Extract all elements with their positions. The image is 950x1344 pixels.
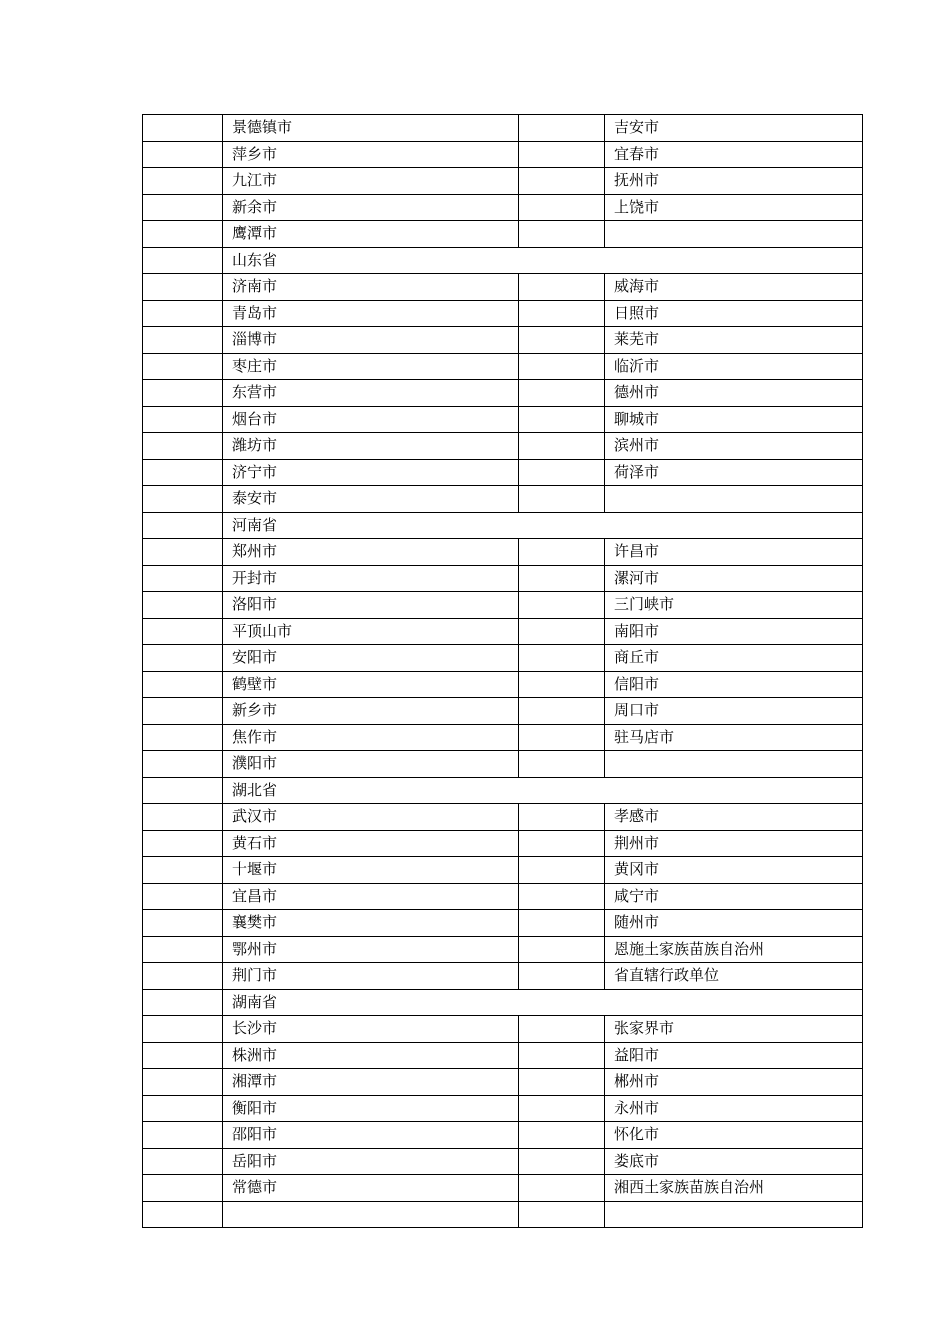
- left-city-cell: 邵阳市: [223, 1122, 519, 1149]
- city-table: [142, 114, 863, 1228]
- city-row: [143, 221, 863, 248]
- left-city-cell: 荆门市: [223, 963, 519, 990]
- city-row: [143, 194, 863, 221]
- row-index-cell: [143, 459, 223, 486]
- right-city-cell: 怀化市: [605, 1122, 863, 1149]
- row-index-cell: [143, 1069, 223, 1096]
- row-index-cell: [143, 565, 223, 592]
- left-city-cell: 襄樊市: [223, 910, 519, 937]
- row-index-cell: [143, 380, 223, 407]
- city-row: [143, 406, 863, 433]
- city-row: [143, 1042, 863, 1069]
- row-index-cell: [143, 353, 223, 380]
- middle-blank-cell: [519, 274, 605, 301]
- city-table-page: [142, 114, 862, 1228]
- middle-blank-cell: [519, 645, 605, 672]
- right-city-cell: 永州市: [605, 1095, 863, 1122]
- right-city-cell: 日照市: [605, 300, 863, 327]
- right-city-cell: 南阳市: [605, 618, 863, 645]
- row-index-cell: [143, 830, 223, 857]
- middle-blank-cell: [519, 618, 605, 645]
- row-index-cell: [143, 751, 223, 778]
- row-index-cell: [143, 804, 223, 831]
- left-city-cell: 岳阳市: [223, 1148, 519, 1175]
- province-row: [143, 777, 863, 804]
- city-row: [143, 1148, 863, 1175]
- middle-blank-cell: [519, 724, 605, 751]
- middle-blank-cell: [519, 406, 605, 433]
- middle-blank-cell: [519, 221, 605, 248]
- middle-blank-cell: [519, 380, 605, 407]
- right-city-cell: 漯河市: [605, 565, 863, 592]
- left-city-cell: 淄博市: [223, 327, 519, 354]
- right-city-cell: 商丘市: [605, 645, 863, 672]
- middle-blank-cell: [519, 910, 605, 937]
- left-city-cell: 新余市: [223, 194, 519, 221]
- city-row: [143, 353, 863, 380]
- right-city-cell: 滨州市: [605, 433, 863, 460]
- city-row: [143, 963, 863, 990]
- middle-blank-cell: [519, 565, 605, 592]
- middle-blank-cell: [519, 353, 605, 380]
- right-city-cell: 益阳市: [605, 1042, 863, 1069]
- province-row: [143, 512, 863, 539]
- left-city-cell: 青岛市: [223, 300, 519, 327]
- middle-blank-cell: [519, 539, 605, 566]
- middle-blank-cell: [519, 592, 605, 619]
- left-city-cell: 新乡市: [223, 698, 519, 725]
- row-index-cell: [143, 777, 223, 804]
- right-city-cell: 上饶市: [605, 194, 863, 221]
- row-index-cell: [143, 1016, 223, 1043]
- middle-blank-cell: [519, 671, 605, 698]
- right-city-cell: 荆州市: [605, 830, 863, 857]
- city-row: [143, 1122, 863, 1149]
- left-city-cell: 鹰潭市: [223, 221, 519, 248]
- row-index-cell: [143, 857, 223, 884]
- middle-blank-cell: [519, 857, 605, 884]
- left-city-cell: 平顶山市: [223, 618, 519, 645]
- row-index-cell: [143, 1201, 223, 1228]
- row-index-cell: [143, 910, 223, 937]
- right-city-cell: [605, 751, 863, 778]
- left-city-cell: 九江市: [223, 168, 519, 195]
- row-index-cell: [143, 433, 223, 460]
- city-row: [143, 539, 863, 566]
- left-city-cell: 株洲市: [223, 1042, 519, 1069]
- city-row: [143, 804, 863, 831]
- left-city-cell: 焦作市: [223, 724, 519, 751]
- left-city-cell: 泰安市: [223, 486, 519, 513]
- city-row: [143, 1095, 863, 1122]
- right-city-cell: 省直辖行政单位: [605, 963, 863, 990]
- middle-blank-cell: [519, 1095, 605, 1122]
- left-city-cell: 景德镇市: [223, 115, 519, 142]
- right-city-cell: 张家界市: [605, 1016, 863, 1043]
- right-city-cell: 宜春市: [605, 141, 863, 168]
- middle-blank-cell: [519, 300, 605, 327]
- row-index-cell: [143, 1148, 223, 1175]
- right-city-cell: 荷泽市: [605, 459, 863, 486]
- middle-blank-cell: [519, 1069, 605, 1096]
- middle-blank-cell: [519, 698, 605, 725]
- middle-blank-cell: [519, 751, 605, 778]
- right-city-cell: 孝感市: [605, 804, 863, 831]
- city-row: [143, 300, 863, 327]
- left-city-cell: 洛阳市: [223, 592, 519, 619]
- left-city-cell: 武汉市: [223, 804, 519, 831]
- right-city-cell: 咸宁市: [605, 883, 863, 910]
- middle-blank-cell: [519, 1175, 605, 1202]
- city-row: [143, 1201, 863, 1228]
- city-row: [143, 618, 863, 645]
- middle-blank-cell: [519, 936, 605, 963]
- left-city-cell: 萍乡市: [223, 141, 519, 168]
- row-index-cell: [143, 989, 223, 1016]
- left-city-cell: 开封市: [223, 565, 519, 592]
- city-row: [143, 380, 863, 407]
- middle-blank-cell: [519, 433, 605, 460]
- city-row: [143, 1175, 863, 1202]
- row-index-cell: [143, 274, 223, 301]
- right-city-cell: [605, 486, 863, 513]
- row-index-cell: [143, 618, 223, 645]
- middle-blank-cell: [519, 1148, 605, 1175]
- left-city-cell: 长沙市: [223, 1016, 519, 1043]
- city-row: [143, 857, 863, 884]
- right-city-cell: 驻马店市: [605, 724, 863, 751]
- right-city-cell: 信阳市: [605, 671, 863, 698]
- row-index-cell: [143, 963, 223, 990]
- city-row: [143, 645, 863, 672]
- row-index-cell: [143, 168, 223, 195]
- right-city-cell: 周口市: [605, 698, 863, 725]
- row-index-cell: [143, 936, 223, 963]
- middle-blank-cell: [519, 883, 605, 910]
- city-row: [143, 592, 863, 619]
- right-city-cell: 三门峡市: [605, 592, 863, 619]
- row-index-cell: [143, 327, 223, 354]
- middle-blank-cell: [519, 1042, 605, 1069]
- right-city-cell: 临沂市: [605, 353, 863, 380]
- city-row: [143, 910, 863, 937]
- city-row: [143, 115, 863, 142]
- right-city-cell: 郴州市: [605, 1069, 863, 1096]
- city-row: [143, 327, 863, 354]
- right-city-cell: [605, 221, 863, 248]
- row-index-cell: [143, 724, 223, 751]
- left-city-cell: 烟台市: [223, 406, 519, 433]
- right-city-cell: 莱芜市: [605, 327, 863, 354]
- middle-blank-cell: [519, 115, 605, 142]
- row-index-cell: [143, 194, 223, 221]
- city-row: [143, 565, 863, 592]
- row-index-cell: [143, 115, 223, 142]
- left-city-cell: 十堰市: [223, 857, 519, 884]
- row-index-cell: [143, 1175, 223, 1202]
- middle-blank-cell: [519, 194, 605, 221]
- province-name-cell: 河南省: [223, 512, 863, 539]
- left-city-cell: 衡阳市: [223, 1095, 519, 1122]
- left-city-cell: 安阳市: [223, 645, 519, 672]
- left-city-cell: 济宁市: [223, 459, 519, 486]
- left-city-cell: 常德市: [223, 1175, 519, 1202]
- middle-blank-cell: [519, 830, 605, 857]
- left-city-cell: 黄石市: [223, 830, 519, 857]
- province-row: [143, 989, 863, 1016]
- right-city-cell: 娄底市: [605, 1148, 863, 1175]
- city-row: [143, 459, 863, 486]
- city-row: [143, 698, 863, 725]
- right-city-cell: 聊城市: [605, 406, 863, 433]
- left-city-cell: 枣庄市: [223, 353, 519, 380]
- middle-blank-cell: [519, 963, 605, 990]
- left-city-cell: 濮阳市: [223, 751, 519, 778]
- row-index-cell: [143, 1122, 223, 1149]
- city-row: [143, 1069, 863, 1096]
- city-row: [143, 274, 863, 301]
- right-city-cell: 黄冈市: [605, 857, 863, 884]
- middle-blank-cell: [519, 1016, 605, 1043]
- right-city-cell: 恩施土家族苗族自治州: [605, 936, 863, 963]
- row-index-cell: [143, 1095, 223, 1122]
- left-city-cell: 鹤壁市: [223, 671, 519, 698]
- city-row: [143, 671, 863, 698]
- row-index-cell: [143, 539, 223, 566]
- left-city-cell: 鄂州市: [223, 936, 519, 963]
- middle-blank-cell: [519, 327, 605, 354]
- city-row: [143, 486, 863, 513]
- city-table-body: [143, 115, 863, 1228]
- middle-blank-cell: [519, 1122, 605, 1149]
- row-index-cell: [143, 671, 223, 698]
- city-row: [143, 141, 863, 168]
- city-row: [143, 936, 863, 963]
- left-city-cell: 宜昌市: [223, 883, 519, 910]
- left-city-cell: 郑州市: [223, 539, 519, 566]
- row-index-cell: [143, 698, 223, 725]
- right-city-cell: 德州市: [605, 380, 863, 407]
- row-index-cell: [143, 486, 223, 513]
- middle-blank-cell: [519, 486, 605, 513]
- city-row: [143, 830, 863, 857]
- right-city-cell: 随州市: [605, 910, 863, 937]
- right-city-cell: 许昌市: [605, 539, 863, 566]
- row-index-cell: [143, 141, 223, 168]
- province-name-cell: 湖南省: [223, 989, 863, 1016]
- city-row: [143, 883, 863, 910]
- left-city-cell: 湘潭市: [223, 1069, 519, 1096]
- left-city-cell: 济南市: [223, 274, 519, 301]
- right-city-cell: 抚州市: [605, 168, 863, 195]
- city-row: [143, 751, 863, 778]
- row-index-cell: [143, 645, 223, 672]
- left-city-cell: 东营市: [223, 380, 519, 407]
- row-index-cell: [143, 512, 223, 539]
- city-row: [143, 168, 863, 195]
- middle-blank-cell: [519, 459, 605, 486]
- middle-blank-cell: [519, 804, 605, 831]
- right-city-cell: 湘西土家族苗族自治州: [605, 1175, 863, 1202]
- row-index-cell: [143, 592, 223, 619]
- right-city-cell: 威海市: [605, 274, 863, 301]
- row-index-cell: [143, 406, 223, 433]
- row-index-cell: [143, 247, 223, 274]
- left-city-cell: [223, 1201, 519, 1228]
- province-row: [143, 247, 863, 274]
- row-index-cell: [143, 883, 223, 910]
- right-city-cell: [605, 1201, 863, 1228]
- city-row: [143, 433, 863, 460]
- city-row: [143, 724, 863, 751]
- province-name-cell: 湖北省: [223, 777, 863, 804]
- row-index-cell: [143, 300, 223, 327]
- row-index-cell: [143, 1042, 223, 1069]
- middle-blank-cell: [519, 1201, 605, 1228]
- province-name-cell: 山东省: [223, 247, 863, 274]
- middle-blank-cell: [519, 141, 605, 168]
- row-index-cell: [143, 221, 223, 248]
- middle-blank-cell: [519, 168, 605, 195]
- left-city-cell: 潍坊市: [223, 433, 519, 460]
- city-row: [143, 1016, 863, 1043]
- right-city-cell: 吉安市: [605, 115, 863, 142]
